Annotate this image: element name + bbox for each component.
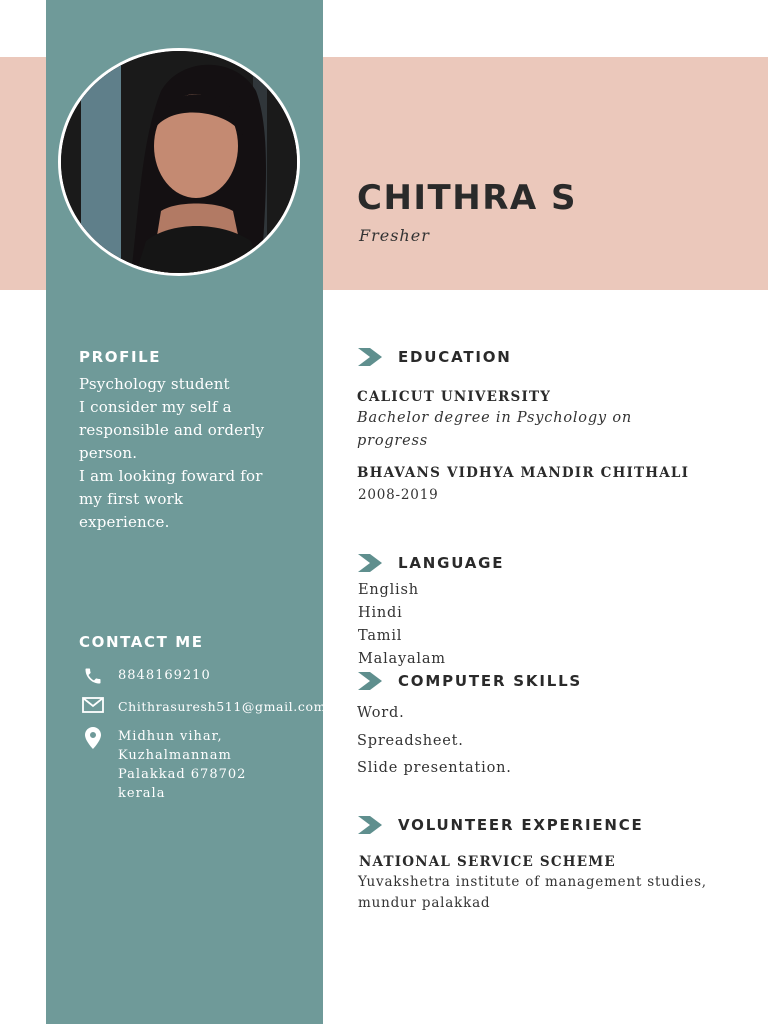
volunteer-section-header xyxy=(358,816,644,834)
profile-line: experience. xyxy=(79,513,170,531)
chevron-right-icon xyxy=(358,816,384,834)
chevron-right-icon xyxy=(358,672,384,690)
chevron-right-icon xyxy=(358,348,384,366)
profile-text xyxy=(79,373,309,534)
contact-phone xyxy=(82,666,211,686)
contact-heading: CONTACT ME xyxy=(79,633,204,651)
address-line: Midhun vihar, xyxy=(118,729,223,744)
skill-item: Spreadsheet. xyxy=(357,733,464,749)
skill-item: Slide presentation. xyxy=(357,760,512,776)
degree-line: progress xyxy=(357,433,429,449)
language-heading: LANGUAGE xyxy=(398,554,505,572)
volunteer-desc-line: mundur palakkad xyxy=(358,895,491,911)
volunteer-organization: NATIONAL SERVICE SCHEME xyxy=(359,854,616,870)
education-years: 2008-2019 xyxy=(358,487,439,503)
address-line: Kuzhalmannam xyxy=(118,748,232,763)
address-text xyxy=(118,727,246,803)
computer-skills-section-header xyxy=(358,672,582,690)
contact-address xyxy=(82,727,246,803)
language-section-header xyxy=(358,554,504,572)
candidate-name: CHITHRA S xyxy=(357,178,578,218)
language-item: Hindi xyxy=(358,605,403,621)
address-line: kerala xyxy=(118,786,166,801)
address-line: Palakkad 678702 xyxy=(118,767,247,782)
phone-number[interactable]: 8848169210 xyxy=(118,668,211,683)
email-address[interactable]: Chithrasuresh511@gmail.com xyxy=(118,699,327,714)
chevron-right-icon xyxy=(358,554,384,572)
profile-line: responsible and orderly xyxy=(79,421,265,439)
candidate-role: Fresher xyxy=(359,226,430,245)
profile-line: Psychology student xyxy=(79,375,230,393)
profile-line: person. xyxy=(79,444,138,462)
language-item: Tamil xyxy=(358,628,403,644)
location-pin-icon xyxy=(82,727,104,747)
contact-email xyxy=(82,697,326,717)
education-heading: EDUCATION xyxy=(398,348,512,366)
profile-line: my first work xyxy=(79,490,184,508)
education-school-2: BHAVANS VIDHYA MANDIR CHITHALI xyxy=(357,465,690,481)
education-school-1: CALICUT UNIVERSITY xyxy=(357,389,552,405)
mail-icon xyxy=(82,697,104,717)
education-section-header xyxy=(358,348,512,366)
volunteer-desc-line: Yuvakshetra institute of management studies, xyxy=(358,874,707,890)
profile-line: I consider my self a xyxy=(79,398,232,416)
phone-icon xyxy=(82,666,104,686)
language-item: English xyxy=(358,582,419,598)
computer-skills-heading: COMPUTER SKILLS xyxy=(398,672,583,690)
education-degree xyxy=(357,407,632,453)
profile-photo xyxy=(58,48,300,276)
profile-heading: PROFILE xyxy=(79,348,162,366)
skill-item: Word. xyxy=(357,705,405,721)
volunteer-heading: VOLUNTEER EXPERIENCE xyxy=(398,816,644,834)
degree-line: Bachelor degree in Psychology on xyxy=(357,410,632,426)
language-item: Malayalam xyxy=(358,651,446,667)
profile-line: I am looking foward for xyxy=(79,467,263,485)
